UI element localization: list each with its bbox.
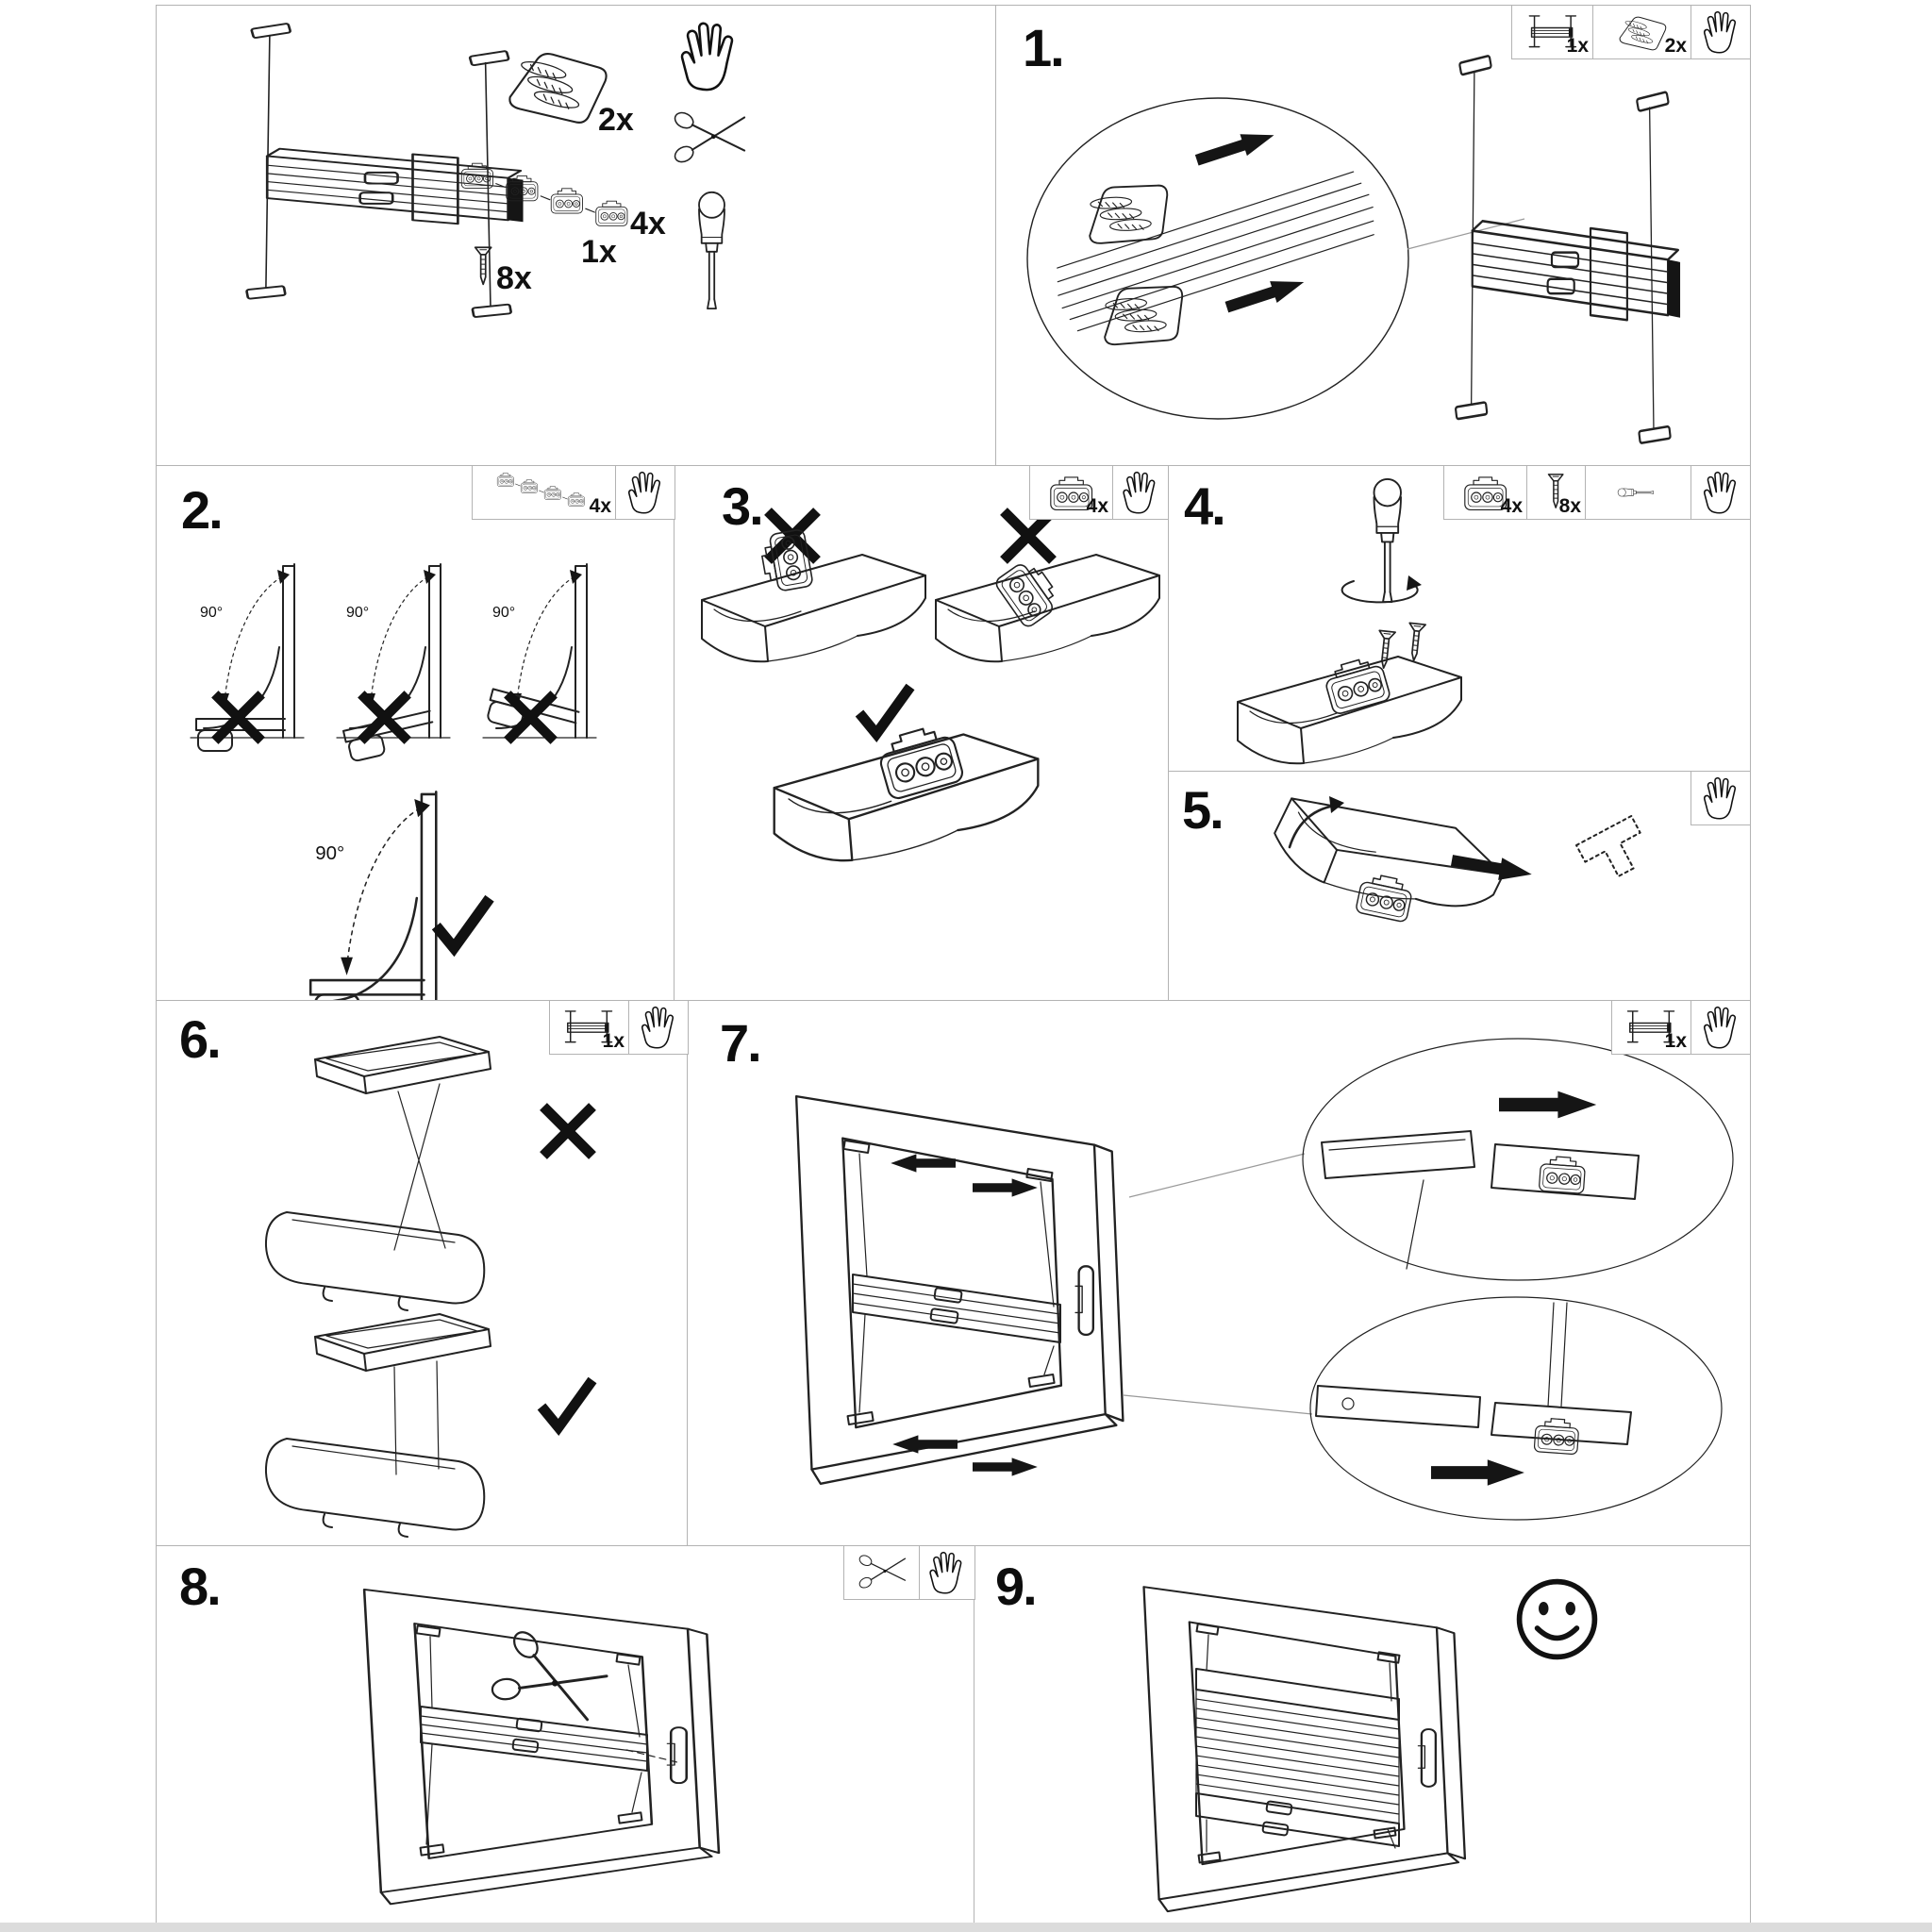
hand-icon — [682, 24, 732, 90]
tool-cell-hand — [1690, 465, 1751, 520]
step-2-tools — [472, 465, 675, 520]
screwdriver-drawing — [1374, 479, 1402, 602]
step-7-drawing — [688, 1001, 1750, 1545]
step-4-tools — [1443, 465, 1751, 520]
scissors-drawing — [485, 1624, 611, 1738]
clamp-drawing — [1092, 273, 1194, 358]
parts-overview-drawing — [157, 6, 995, 465]
crossed-cords-diagram — [266, 1037, 592, 1310]
screwdriver-icon — [699, 192, 724, 308]
step-1-tools — [1511, 5, 1751, 59]
detail-callout-ellipse — [1027, 98, 1408, 419]
tool-qty: 4x — [1500, 495, 1523, 517]
blind-rail-drawing — [843, 1141, 1060, 1424]
panel-step-7 — [687, 1000, 1751, 1546]
arrow-left — [891, 1154, 956, 1172]
tool-cell-blind — [1611, 1000, 1690, 1055]
tool-cell-hand — [1112, 465, 1169, 520]
arrow-right — [973, 1178, 1038, 1196]
removed-cover-drawing — [1576, 816, 1654, 887]
arrow-right — [1499, 1091, 1596, 1119]
pleated-blind-drawing — [1196, 1624, 1399, 1862]
clip-strip-icon — [497, 474, 584, 507]
frame-corner-drawing — [1238, 655, 1461, 764]
tool-cell-clamp — [1592, 5, 1690, 59]
cross-mark — [543, 1107, 592, 1156]
step-5-tools — [1690, 771, 1751, 825]
clip-drawing — [1534, 1418, 1579, 1455]
step-3-drawing — [675, 466, 1168, 1000]
step-3-tools — [1029, 465, 1169, 520]
arrow-left — [892, 1435, 958, 1453]
step-2-drawing — [157, 466, 675, 1000]
tool-cell-blind — [1511, 5, 1592, 59]
tool-cell-clip — [1443, 465, 1526, 520]
step-5-drawing — [1169, 772, 1750, 1000]
tool-qty: 8x — [1558, 495, 1581, 517]
cross-mark — [508, 694, 554, 741]
step-1-drawing — [996, 6, 1750, 465]
arrow-right — [1193, 125, 1277, 171]
top-detail-callout — [1303, 1039, 1733, 1280]
tool-qty: 2x — [1664, 35, 1687, 57]
smiley-icon — [1520, 1582, 1595, 1657]
step-7-number: 7. — [720, 1013, 760, 1073]
screw-drawing — [1406, 623, 1425, 661]
step-5-number: 5. — [1182, 780, 1223, 840]
hand-icon — [930, 1553, 960, 1593]
arrow-right — [973, 1457, 1038, 1475]
hand-icon — [1704, 12, 1734, 53]
tool-cell-clip — [1029, 465, 1112, 520]
screw-qty-label: 8x — [496, 260, 532, 296]
panel-step-6 — [156, 1000, 689, 1546]
screw-drawing — [1375, 630, 1395, 669]
panel-parts-overview — [156, 5, 996, 466]
clip-strip-qty-label: 4x — [630, 206, 666, 242]
blind-qty-label: 1x — [581, 234, 617, 270]
clamp-icon — [1620, 17, 1666, 50]
tool-cell-hand — [615, 465, 675, 520]
wrong-mount-diagram-3 — [483, 564, 596, 743]
blind-assembly-drawing — [1456, 56, 1680, 443]
tool-cell-blind — [549, 1000, 628, 1055]
step-1-number: 1. — [1023, 18, 1063, 77]
panel-step-3 — [674, 465, 1169, 1001]
hand-icon — [628, 473, 658, 513]
check-mark — [541, 1380, 592, 1427]
step-7-tools — [1611, 1000, 1751, 1055]
tool-cell-screwdriver — [1585, 465, 1690, 520]
tool-cell-hand — [1690, 1000, 1751, 1055]
window-drawing — [1144, 1587, 1465, 1911]
hand-icon — [1704, 1008, 1734, 1048]
screwdriver-icon — [1618, 489, 1654, 496]
tool-cell-hand — [1690, 5, 1751, 59]
step-2-number: 2. — [181, 480, 222, 540]
check-mark — [436, 898, 490, 948]
scissors-icon — [858, 1554, 905, 1590]
tool-cell-hand — [628, 1000, 689, 1055]
clip-drawing — [1539, 1156, 1586, 1193]
correct-mount-diagram — [303, 791, 448, 1000]
step-6-tools — [549, 1000, 689, 1055]
hand-icon — [1704, 778, 1734, 819]
tool-cell-hand — [919, 1545, 975, 1600]
clip-strip-drawing — [461, 163, 627, 225]
step-3-number: 3. — [722, 476, 762, 536]
cut-line — [626, 1750, 681, 1763]
tool-qty: 4x — [1086, 495, 1108, 517]
tool-cell-hand — [1690, 771, 1751, 825]
tool-qty: 4x — [589, 495, 611, 517]
clip-drawing — [1356, 872, 1415, 923]
step-8-drawing — [157, 1546, 974, 1924]
rotation-arrow — [1342, 581, 1418, 602]
panel-step-9 — [974, 1545, 1751, 1925]
step-8-number: 8. — [179, 1557, 220, 1616]
blind-assembly-drawing — [246, 24, 523, 317]
clamp-drawing — [509, 54, 606, 123]
sheet-edge — [0, 1923, 1932, 1932]
arrow-right — [1450, 849, 1534, 886]
wrong-clip-diagram-1 — [702, 529, 925, 662]
scissors-icon — [673, 109, 744, 164]
tool-cell-clip-strip — [472, 465, 615, 520]
tool-qty: 1x — [602, 1030, 625, 1052]
bottom-detail-callout — [1310, 1297, 1722, 1520]
step-9-number: 9. — [995, 1557, 1036, 1616]
hand-icon — [641, 1008, 672, 1048]
panel-step-5 — [1168, 771, 1751, 1001]
wrong-clip-diagram-2 — [936, 555, 1159, 661]
arrow-right — [1431, 1459, 1524, 1486]
tool-qty: 1x — [1664, 1030, 1687, 1052]
step-9-drawing — [974, 1546, 1750, 1924]
clamp-qty-label: 2x — [598, 102, 634, 138]
panel-step-4 — [1168, 465, 1751, 772]
check-mark — [859, 687, 910, 734]
panel-step-1 — [995, 5, 1751, 466]
step-8-tools — [843, 1545, 975, 1600]
panel-step-8 — [156, 1545, 975, 1925]
blind-rail-drawing — [417, 1625, 647, 1855]
window-drawing — [364, 1590, 719, 1904]
tool-qty: 1x — [1566, 35, 1589, 57]
step-4-number: 4. — [1184, 476, 1224, 536]
straight-cords-diagram — [266, 1314, 592, 1537]
panel-step-2 — [156, 465, 675, 1001]
hand-icon — [1704, 473, 1734, 513]
cross-mark — [215, 694, 261, 741]
step-6-drawing — [157, 1001, 688, 1545]
correct-clip-diagram — [774, 722, 1039, 860]
step-6-number: 6. — [179, 1009, 220, 1069]
arrow-right — [1224, 272, 1307, 318]
hand-icon — [1124, 473, 1154, 513]
tool-cell-screw — [1526, 465, 1585, 520]
tool-cell-scissors — [843, 1545, 919, 1600]
